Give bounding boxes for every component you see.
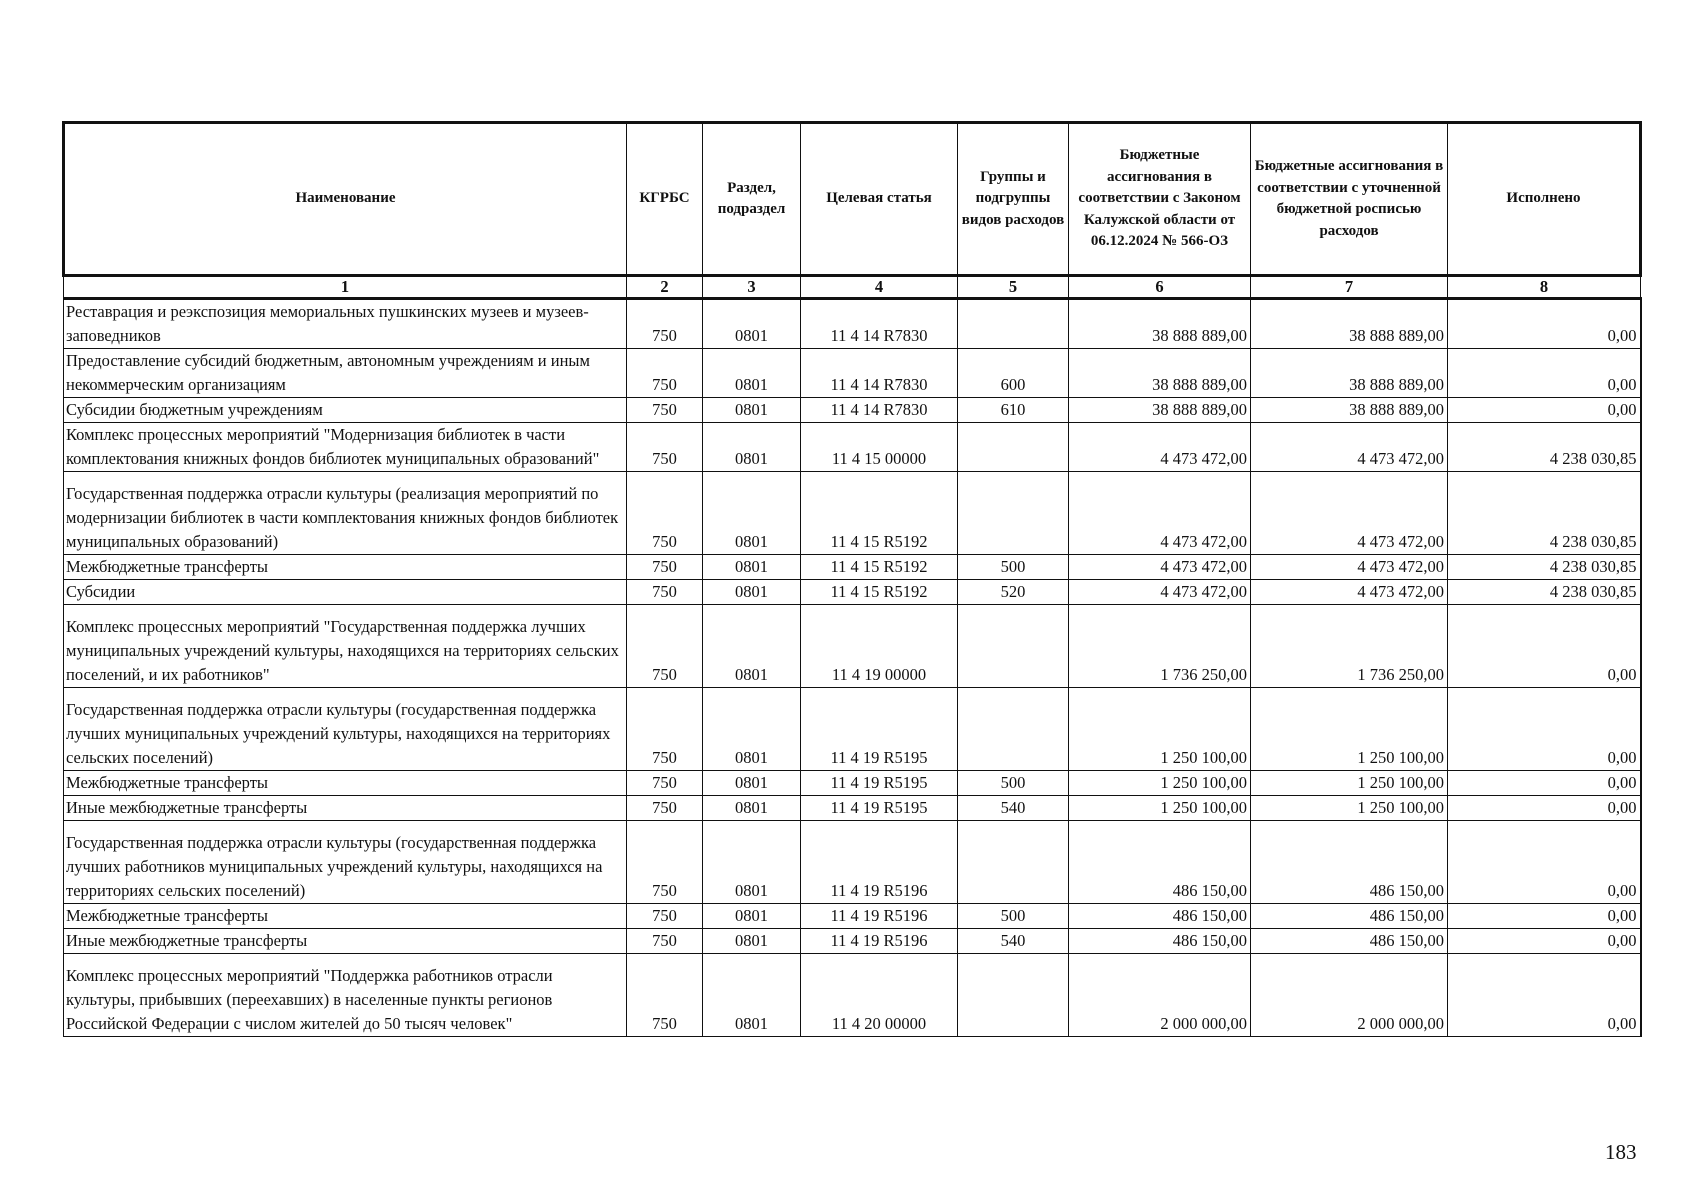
table-row [64,904,1641,929]
cell-section: 0801 [703,821,801,904]
cell-section: 0801 [703,555,801,580]
cell-refined-amount: 38 888 889,00 [1251,299,1448,349]
cell-name: Государственная поддержка отрасли культуры (государственная поддержка лучших работников муниципальных учреждений культуры, находящихся на территориях сельских поселений) [64,821,627,904]
cell-group [958,821,1069,904]
header-kgrbs: КГРБС [627,123,703,276]
cell-target: 11 4 19 R5196 [801,904,958,929]
cell-kgrbs: 750 [627,954,703,1037]
cell-target: 11 4 15 R5192 [801,580,958,605]
cell-refined-amount: 486 150,00 [1251,821,1448,904]
budget-table [62,121,1642,1037]
cell-name: Иные межбюджетные трансферты [64,929,627,954]
cell-refined-amount: 486 150,00 [1251,904,1448,929]
table-row [64,605,1641,688]
cell-target: 11 4 15 R5192 [801,472,958,555]
cell-kgrbs: 750 [627,796,703,821]
cell-refined-amount: 1 250 100,00 [1251,688,1448,771]
cell-law-amount: 38 888 889,00 [1069,349,1251,398]
cell-name: Субсидии бюджетным учреждениям [64,398,627,423]
cell-name: Реставрация и реэкспозиция мемориальных пушкинских музеев и музеев-заповедников [64,299,627,349]
cell-kgrbs: 750 [627,398,703,423]
page-number: 183 [1605,1140,1637,1164]
cell-target: 11 4 19 00000 [801,605,958,688]
table-row [64,821,1641,904]
header-executed: Исполнено [1448,123,1641,276]
cell-refined-amount: 486 150,00 [1251,929,1448,954]
cell-name: Комплекс процессных мероприятий "Модернизация библиотек в части комплектования книжных фондов библиотек муниципальных образований" [64,423,627,472]
table-row [64,954,1641,1037]
cell-group: 540 [958,929,1069,954]
cell-target: 11 4 19 R5196 [801,821,958,904]
cell-section: 0801 [703,580,801,605]
cell-kgrbs: 750 [627,472,703,555]
cell-law-amount: 486 150,00 [1069,904,1251,929]
cell-law-amount: 38 888 889,00 [1069,299,1251,349]
cell-group: 500 [958,904,1069,929]
cell-target: 11 4 19 R5196 [801,929,958,954]
cell-executed-amount: 4 238 030,85 [1448,472,1641,555]
cell-section: 0801 [703,349,801,398]
table-header-row [64,123,1641,276]
header-groups: Группы и подгруппы видов расходов [958,123,1069,276]
cell-group [958,954,1069,1037]
cell-name: Предоставление субсидий бюджетным, автономным учреждениям и иным некоммерческим организациям [64,349,627,398]
cell-section: 0801 [703,796,801,821]
cell-section: 0801 [703,299,801,349]
cell-group: 600 [958,349,1069,398]
table-row [64,771,1641,796]
cell-law-amount: 1 250 100,00 [1069,688,1251,771]
cell-law-amount: 4 473 472,00 [1069,472,1251,555]
cell-kgrbs: 750 [627,688,703,771]
cell-law-amount: 4 473 472,00 [1069,580,1251,605]
column-number: 1 [64,276,627,299]
cell-kgrbs: 750 [627,423,703,472]
cell-group [958,299,1069,349]
cell-group: 500 [958,555,1069,580]
cell-executed-amount: 0,00 [1448,299,1641,349]
table-row [64,398,1641,423]
cell-section: 0801 [703,423,801,472]
cell-section: 0801 [703,929,801,954]
cell-refined-amount: 38 888 889,00 [1251,398,1448,423]
cell-executed-amount: 4 238 030,85 [1448,423,1641,472]
cell-section: 0801 [703,472,801,555]
cell-law-amount: 4 473 472,00 [1069,423,1251,472]
cell-law-amount: 1 250 100,00 [1069,771,1251,796]
cell-section: 0801 [703,954,801,1037]
table-row [64,580,1641,605]
cell-law-amount: 1 250 100,00 [1069,796,1251,821]
cell-executed-amount: 0,00 [1448,954,1641,1037]
table-row [64,299,1641,349]
column-number: 5 [958,276,1069,299]
cell-name: Субсидии [64,580,627,605]
cell-refined-amount: 4 473 472,00 [1251,472,1448,555]
header-law: Бюджетные ассигнования в соответствии с Законом Калужской области от 06.12.2024 № 566-ОЗ [1069,123,1251,276]
header-refined: Бюджетные ассигнования в соответствии с уточненной бюджетной росписью расходов [1251,123,1448,276]
cell-name: Иные межбюджетные трансферты [64,796,627,821]
table-row [64,688,1641,771]
table-row [64,555,1641,580]
cell-target: 11 4 19 R5195 [801,796,958,821]
cell-kgrbs: 750 [627,555,703,580]
table-row [64,349,1641,398]
column-number: 8 [1448,276,1641,299]
cell-section: 0801 [703,398,801,423]
cell-executed-amount: 0,00 [1448,929,1641,954]
cell-refined-amount: 2 000 000,00 [1251,954,1448,1037]
column-number: 2 [627,276,703,299]
cell-group [958,605,1069,688]
cell-kgrbs: 750 [627,580,703,605]
column-number: 4 [801,276,958,299]
cell-name: Комплекс процессных мероприятий "Поддержка работников отрасли культуры, прибывших (переехавших) в населенные пункты регионов Российской Федерации с числом жителей до 50 тысяч человек" [64,954,627,1037]
table-row [64,472,1641,555]
cell-group: 520 [958,580,1069,605]
cell-executed-amount: 0,00 [1448,688,1641,771]
cell-kgrbs: 750 [627,349,703,398]
cell-group: 500 [958,771,1069,796]
cell-name: Межбюджетные трансферты [64,771,627,796]
cell-kgrbs: 750 [627,821,703,904]
cell-executed-amount: 4 238 030,85 [1448,555,1641,580]
cell-refined-amount: 1 250 100,00 [1251,771,1448,796]
cell-kgrbs: 750 [627,299,703,349]
cell-law-amount: 486 150,00 [1069,821,1251,904]
table-row [64,929,1641,954]
cell-refined-amount: 4 473 472,00 [1251,555,1448,580]
cell-law-amount: 486 150,00 [1069,929,1251,954]
cell-section: 0801 [703,771,801,796]
cell-target: 11 4 14 R7830 [801,349,958,398]
cell-law-amount: 2 000 000,00 [1069,954,1251,1037]
column-number: 3 [703,276,801,299]
cell-law-amount: 4 473 472,00 [1069,555,1251,580]
cell-group [958,472,1069,555]
table-row [64,796,1641,821]
column-number: 7 [1251,276,1448,299]
cell-group: 540 [958,796,1069,821]
cell-target: 11 4 19 R5195 [801,771,958,796]
cell-refined-amount: 4 473 472,00 [1251,580,1448,605]
cell-target: 11 4 19 R5195 [801,688,958,771]
header-section: Раздел, подраздел [703,123,801,276]
cell-executed-amount: 0,00 [1448,771,1641,796]
table-body [64,299,1641,1037]
cell-executed-amount: 0,00 [1448,904,1641,929]
cell-law-amount: 38 888 889,00 [1069,398,1251,423]
cell-refined-amount: 38 888 889,00 [1251,349,1448,398]
cell-executed-amount: 0,00 [1448,605,1641,688]
cell-section: 0801 [703,688,801,771]
cell-kgrbs: 750 [627,771,703,796]
cell-refined-amount: 4 473 472,00 [1251,423,1448,472]
cell-law-amount: 1 736 250,00 [1069,605,1251,688]
cell-name: Межбюджетные трансферты [64,555,627,580]
cell-name: Государственная поддержка отрасли культуры (государственная поддержка лучших муниципальных учреждений культуры, находящихся на территориях сельских поселений) [64,688,627,771]
cell-executed-amount: 0,00 [1448,349,1641,398]
cell-executed-amount: 0,00 [1448,796,1641,821]
cell-group [958,688,1069,771]
cell-kgrbs: 750 [627,904,703,929]
table-row [64,423,1641,472]
column-number-row [64,276,1641,299]
cell-kgrbs: 750 [627,605,703,688]
cell-section: 0801 [703,904,801,929]
column-number: 6 [1069,276,1251,299]
cell-target: 11 4 14 R7830 [801,299,958,349]
cell-executed-amount: 0,00 [1448,398,1641,423]
cell-refined-amount: 1 736 250,00 [1251,605,1448,688]
cell-target: 11 4 14 R7830 [801,398,958,423]
cell-refined-amount: 1 250 100,00 [1251,796,1448,821]
cell-executed-amount: 4 238 030,85 [1448,580,1641,605]
cell-executed-amount: 0,00 [1448,821,1641,904]
cell-name: Комплекс процессных мероприятий "Государственная поддержка лучших муниципальных учреждений культуры, находящихся на территориях сельских поселений, и их работников" [64,605,627,688]
cell-target: 11 4 15 R5192 [801,555,958,580]
header-target: Целевая статья [801,123,958,276]
cell-group [958,423,1069,472]
cell-group: 610 [958,398,1069,423]
cell-name: Государственная поддержка отрасли культуры (реализация мероприятий по модернизации библиотек в части комплектования книжных фондов библиотек муниципальных образований) [64,472,627,555]
cell-target: 11 4 15 00000 [801,423,958,472]
cell-target: 11 4 20 00000 [801,954,958,1037]
cell-section: 0801 [703,605,801,688]
header-name: Наименование [64,123,627,276]
cell-name: Межбюджетные трансферты [64,904,627,929]
cell-kgrbs: 750 [627,929,703,954]
